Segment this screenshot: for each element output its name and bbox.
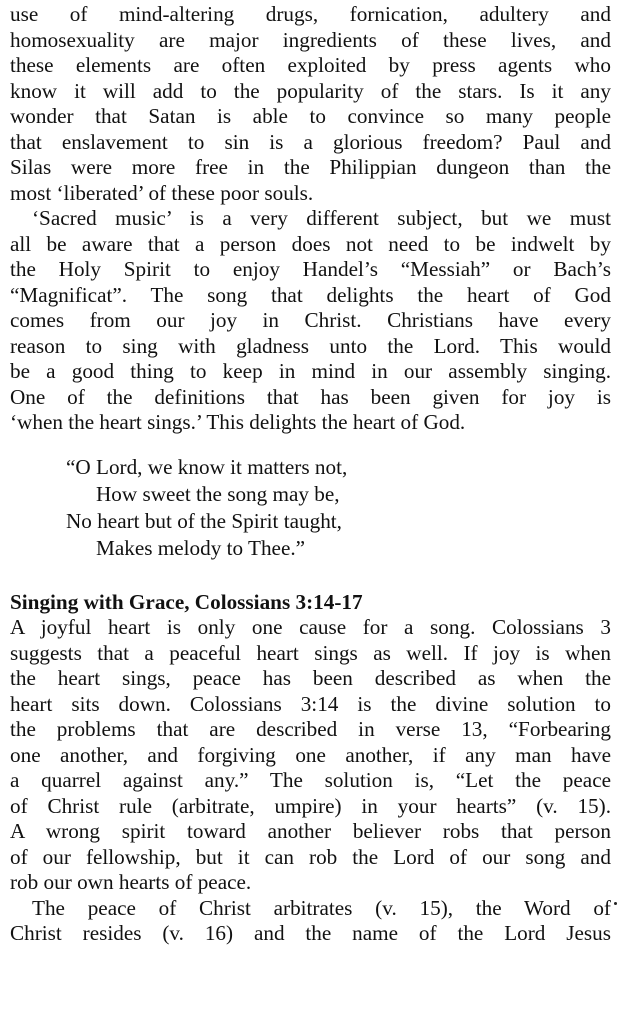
text-line: A wrong spirit toward another believer robs that person	[10, 819, 611, 843]
paragraph-2	[10, 206, 611, 436]
text-line: the problems that are described in verse 13, “Forbearing	[10, 717, 611, 741]
text-line: “Magnificat”. The song that delights the heart of God	[10, 282, 611, 307]
text-line: that enslavement to sin is a glorious freedom? Paul and	[10, 129, 611, 154]
text-line: know it will add to the popularity of the stars. Is it any	[10, 78, 611, 103]
text-line: wonder that Satan is able to convince so many people	[10, 104, 611, 128]
text-line: Christ resides (v. 16) and the name of the Lord Jesus	[10, 921, 611, 945]
text-line: one another, and forgiving one another, if any man have	[10, 742, 611, 767]
text-line: homosexuality are major ingredients of these lives, and	[10, 27, 611, 52]
text-line: of our fellowship, but it can rob the Lord of our song and	[10, 844, 611, 869]
text-line: ‘Sacred music’ is a very different subject, but we must	[32, 206, 611, 230]
paragraph-4	[10, 896, 611, 947]
paragraph-1	[10, 2, 611, 206]
section-heading: Singing with Grace, Colossians 3:14-17	[10, 589, 363, 614]
text-line: The peace of Christ arbitrates (v. 15), the Word of	[32, 895, 611, 920]
poem-line: Makes melody to Thee.”	[96, 535, 306, 560]
text-line: heart sits down. Colossians 3:14 is the divine solution to	[10, 691, 611, 716]
text-line: ‘when the heart sings.’ This delights the heart of God.	[10, 410, 466, 434]
text-line: be a good thing to keep in mind in our assembly singing.	[10, 359, 611, 383]
poem-line: No heart but of the Spirit taught,	[66, 508, 342, 533]
text-line: Silas were more free in the Philippian dungeon than the	[10, 155, 611, 179]
text-line: these elements are often exploited by press agents who	[10, 53, 611, 77]
text-line: use of mind-altering drugs, fornication, adultery and	[10, 2, 611, 26]
spacer	[10, 562, 611, 590]
text-line: comes from our joy in Christ. Christians have every	[10, 308, 611, 332]
poem-line: “O Lord, we know it matters not,	[66, 454, 348, 479]
text-line: of Christ rule (arbitrate, umpire) in your hearts” (v. 15).	[10, 793, 611, 818]
text-line: One of the definitions that has been given for joy is	[10, 384, 611, 409]
text-line: the Holy Spirit to enjoy Handel’s “Messiah” or Bach’s	[10, 257, 611, 281]
scan-speck	[614, 902, 617, 905]
text-line: a quarrel against any.” The solution is, “Let the peace	[10, 768, 611, 792]
text-line: suggests that a peaceful heart sings as well. If joy is when	[10, 640, 611, 665]
poem-line: How sweet the song may be,	[96, 481, 340, 506]
poem-quotation	[10, 454, 611, 562]
spacer	[10, 436, 611, 454]
text-line: the heart sings, peace has been described as when the	[10, 666, 611, 690]
document-page	[10, 2, 611, 947]
text-line: rob our own hearts of peace.	[10, 870, 252, 894]
text-line: all be aware that a person does not need to be indwelt by	[10, 231, 611, 256]
text-line: A joyful heart is only one cause for a song. Colossians 3	[10, 615, 611, 639]
text-line: reason to sing with gladness unto the Lord. This would	[10, 333, 611, 358]
paragraph-3	[10, 615, 611, 896]
text-line: most ‘liberated’ of these poor souls.	[10, 180, 314, 205]
